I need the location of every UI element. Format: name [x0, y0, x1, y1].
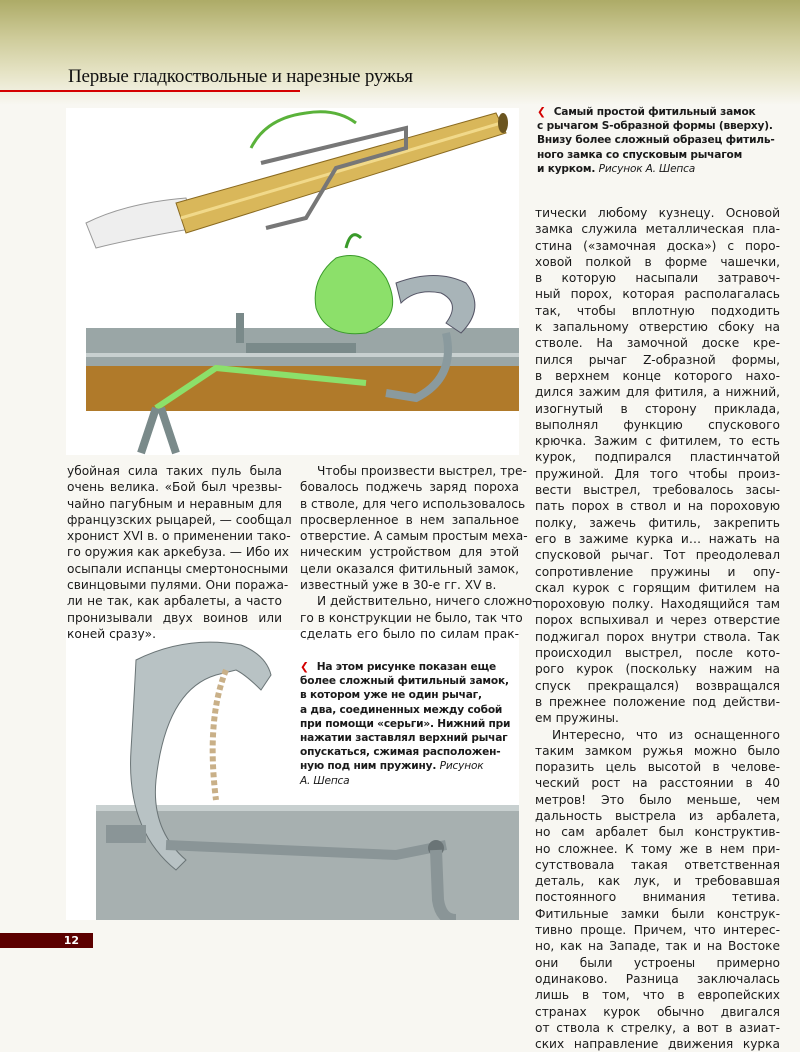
caption-line: в котором уже не один рычаг,	[300, 689, 482, 702]
text-line: известный уже в 30-е гг. XV в.	[300, 578, 497, 593]
text-line: пился рычаг Z-образной формы,	[535, 352, 780, 367]
caption-line: а два, соединенных между собой	[300, 703, 503, 716]
text-line: стволе. На замочной доске кре-	[535, 336, 780, 351]
text-line: сопротивление пружины и опу-	[535, 564, 780, 579]
text-line: осыпали испанцы смертоносными	[67, 561, 289, 576]
text-line: рого курок (поскольку нажим на	[535, 662, 780, 677]
caption-text: ную под ним пружину.	[300, 760, 437, 773]
text-line: но, как на Западе, так и на Востоке	[535, 939, 780, 954]
text-line: ли не так, как арбалеты, а часто	[67, 594, 282, 609]
text-line: но сам арбалет был конструктив-	[535, 825, 780, 840]
text-line: скал курок с горящим фитилем на	[535, 580, 780, 595]
caption-credit: Рисунок	[439, 760, 484, 773]
running-title: Первые гладкоствольные и нарезные ружья	[68, 66, 413, 87]
text-line: поразить цель высотой в челове-	[535, 760, 780, 775]
caption-text: Самый простой фитильный замок	[553, 106, 756, 118]
text-line: Фитильные замки были конструк-	[535, 906, 780, 921]
text-line: лишь в том, что в европейских	[535, 988, 780, 1003]
text-column-3	[535, 205, 780, 1052]
text-line: пороховую полку. Находящийся там	[535, 597, 780, 612]
text-line: от ствола к стрелку, а вот в азиат-	[535, 1020, 780, 1035]
caption-line	[300, 660, 515, 674]
text-line: го оружия как аркебуза. — Ибо их	[67, 545, 289, 560]
text-line: тивно проще. Причем, что интерес-	[535, 923, 780, 938]
text-line: метров! Это было меньше, чем	[535, 792, 780, 807]
text-line: они были устроены примерно	[535, 955, 780, 970]
text-line: поджигал порох внутри ствола. Так	[535, 629, 780, 644]
text-line: стина («замочная доска») с поро-	[535, 238, 780, 253]
text-line: выполнял функцию спускового	[535, 417, 780, 432]
text-line: вести выстрел, требовалось засы-	[535, 483, 780, 498]
text-line: сделать его было по силам прак-	[300, 626, 519, 641]
text-line: замка служила металлическая пла-	[535, 222, 780, 237]
caption-line: нажатии заставлял верхний рычаг	[300, 732, 508, 745]
text-line: пать порох в ствол и на пороховую	[535, 499, 780, 514]
text-line: дился зажим для фитиля, а нижний,	[535, 385, 780, 400]
text-line: ный порох, которая располагалась	[535, 287, 780, 302]
text-line: таким замком ружья можно было	[535, 743, 780, 758]
caption-text: и курком.	[537, 162, 596, 175]
text-line: к запальному отверстию сбоку на	[535, 320, 780, 335]
caption-bottom-illustration	[300, 660, 515, 788]
caption-credit: А. Шепса	[300, 774, 350, 787]
header-red-rule	[0, 90, 300, 92]
text-line: ническим устройством для этой	[300, 545, 519, 560]
text-line: пружиной. Для того чтобы произ-	[535, 466, 780, 481]
text-line: одинаково. Разница заключалась	[535, 971, 780, 986]
text-line: отверстие. А самым простым меха-	[300, 529, 528, 544]
caption-line	[300, 759, 515, 773]
text-line: его в зажиме курка и… нажать на	[535, 531, 780, 546]
text-line: свинцовыми пулями. Они поража-	[67, 578, 289, 593]
caption-text: На этом рисунке показан еще	[316, 661, 496, 673]
caption-top-illustration	[537, 105, 782, 176]
page-header	[0, 0, 800, 105]
caption-credit: Рисунок А. Шепса	[598, 162, 696, 175]
text-line: французских рыцарей, — сообщал	[67, 512, 292, 527]
text-line: бовалось поджечь заряд пороха	[300, 480, 519, 495]
caption-line	[537, 162, 782, 176]
text-line: в прежнее положение под действи-	[535, 694, 780, 709]
text-line: порох вспыхивал и через отверстие	[535, 613, 780, 628]
text-line: происходил выстрел, после кото-	[535, 646, 780, 661]
caption-line: с рычагом S-образной формы (вверху).	[537, 120, 773, 133]
text-line: постоянного внимания тетива.	[535, 890, 780, 905]
text-line: спусковой рычаг. Тот преодолевал	[535, 548, 780, 563]
caption-line: ного замка со спусковым рычагом	[537, 148, 743, 161]
text-line: курок, подпирался пластинчатой	[535, 450, 780, 465]
text-line: дальность выстрела из арбалета,	[535, 808, 780, 823]
text-line: ских направление движения курка	[535, 1037, 780, 1052]
matchlock-drawing	[66, 108, 519, 455]
text-line: го в конструкции не было, так что	[300, 610, 523, 625]
text-line: очень велика. «Бой был чрезвы-	[67, 480, 282, 495]
text-line: изогнутый в сторону приклада,	[535, 401, 780, 416]
text-line: хронист XVI в. о применении тако-	[67, 529, 291, 544]
text-line: полку, зажечь фитиль, закрепить	[535, 515, 780, 530]
text-column-1	[67, 463, 292, 642]
text-line: в верхнем конце которого нахо-	[535, 368, 780, 383]
text-line: коней сразу».	[67, 626, 157, 641]
text-line: деталь, как лук, и требовавшая	[535, 874, 780, 889]
text-line: странах курок обычно двигался	[535, 1004, 780, 1019]
text-line: тически любому кузнецу. Основой	[535, 206, 780, 220]
caption-line: опускаться, сжимая расположен-	[300, 746, 501, 759]
text-line: но сложнее. К тому же в нем при-	[535, 841, 780, 856]
text-line: убойная сила таких пуль была	[67, 464, 282, 478]
text-line: в стволе, для чего использовалось	[300, 496, 526, 511]
caption-line	[537, 105, 782, 119]
text-line: ем пружины.	[535, 711, 619, 726]
text-line: цели оказался фитильный замок,	[300, 561, 519, 576]
text-line: крючка. Зажим с фитилем, то есть	[535, 434, 780, 449]
caption-arrow-icon: ❮	[537, 106, 546, 118]
text-line: так, чтобы вплотную подходить	[535, 303, 780, 318]
text-line: в которую насыпали затравоч-	[535, 271, 780, 286]
text-column-2	[300, 463, 537, 642]
page-number: 12	[0, 933, 93, 948]
matchlock-illustration-top	[66, 108, 519, 455]
text-line: Чтобы произвести выстрел, тре-	[317, 464, 527, 478]
caption-arrow-icon: ❮	[300, 661, 309, 673]
text-line: просверленное в нем запальное	[300, 512, 519, 527]
text-line: Интересно, что из оснащенного	[552, 727, 780, 742]
caption-line: при помощи «серьги». Нижний при	[300, 717, 511, 730]
text-line: пронизывали двух воинов или	[67, 610, 282, 625]
text-line: И действительно, ничего сложно-	[317, 594, 537, 609]
text-line: ческий рост на расстоянии в 40	[535, 776, 780, 791]
text-line: сутствовала такая ответственная	[535, 857, 780, 872]
text-line: ховой полкой в форме чашечки,	[535, 254, 780, 269]
caption-line: Внизу более сложный образец фитиль-	[537, 134, 775, 147]
text-line: спуск прекращался) возвращался	[535, 678, 780, 693]
caption-line: более сложный фитильный замок,	[300, 675, 509, 688]
text-line: чайно пагубным и неравным для	[67, 496, 282, 511]
